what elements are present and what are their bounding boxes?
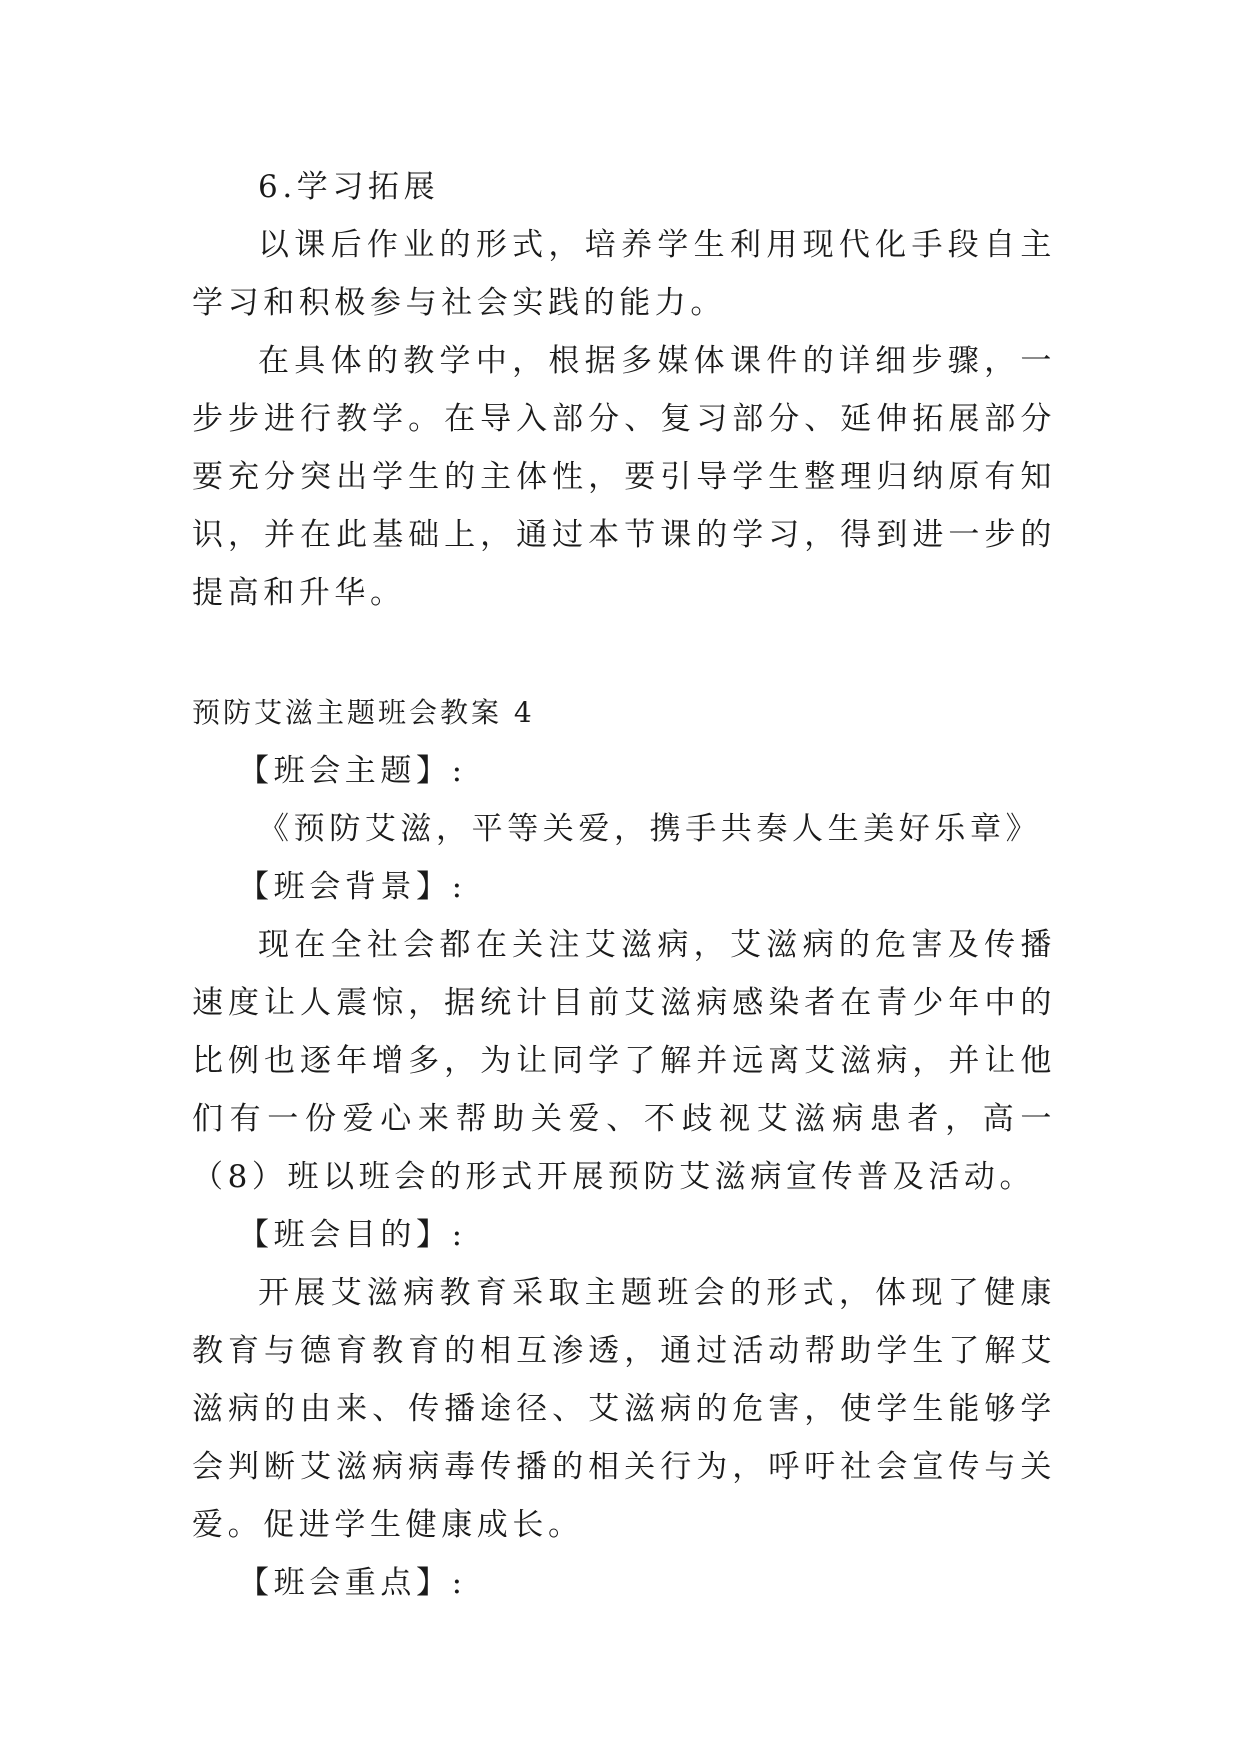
document-body [192, 158, 1056, 1612]
paragraph-homework: 以课后作业的形式，培养学生利用现代化手段自主学习和积极参与社会实践的能力。 [192, 227, 1056, 321]
theme-heading: 【班会主题】: [238, 753, 467, 789]
goal-paragraph: 开展艾滋病教育采取主题班会的形式，体现了健康教育与德育教育的相互渗透，通过活动帮助学生了解艾滋病的由来、传播途径、艾滋病的危害，使学生能够学会判断艾滋病病毒传播的相关行为，呼吁社会宣传与关爱。促进学生健康成长。 [192, 1275, 1056, 1543]
lesson-plan-title: 预防艾滋主题班会教案 4 [192, 696, 535, 729]
focus-heading: 【班会重点】: [238, 1565, 467, 1601]
background-paragraph: 现在全社会都在关注艾滋病，艾滋病的危害及传播速度让人震惊，据统计目前艾滋病感染者在青少年中的比例也逐年增多，为让同学了解并远离艾滋病，并让他们有一份爱心来帮助关爱、不歧视艾滋病患者，高一（8）班以班会的形式开展预防艾滋病宣传普及活动。 [192, 927, 1056, 1195]
section-heading-learning-extension: 6.学习拓展 [258, 169, 440, 205]
background-heading: 【班会背景】: [238, 869, 467, 905]
paragraph-teaching-steps: 在具体的教学中，根据多媒体课件的详细步骤，一步步进行教学。在导入部分、复习部分、延伸拓展部分要充分突出学生的主体性，要引导学生整理归纳原有知识，并在此基础上，通过本节课的学习，得到进一步的提高和升华。 [192, 343, 1056, 611]
theme-text: 《预防艾滋，平等关爱，携手共奏人生美好乐章》 [258, 811, 1042, 847]
section-spacer [192, 622, 1056, 684]
goal-heading: 【班会目的】: [238, 1217, 467, 1253]
